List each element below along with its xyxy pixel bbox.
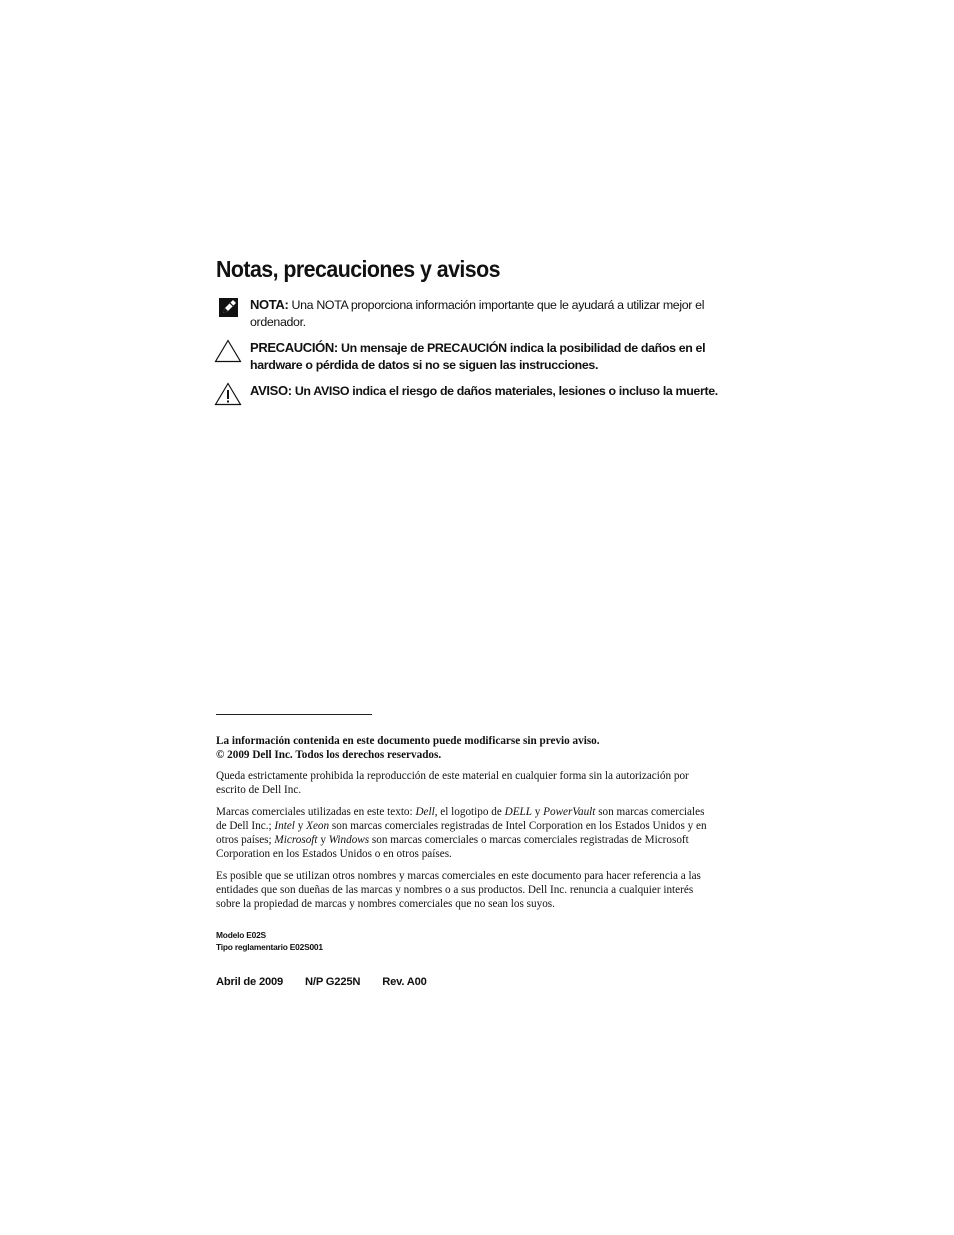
- warning-triangle-icon: [214, 382, 242, 406]
- trademarks-part: , el logotipo de: [434, 806, 505, 818]
- trademarks-part: y: [294, 820, 307, 832]
- warning-text: Un AVISO indica el riesgo de daños materiales, lesiones o incluso la muerte.: [294, 384, 718, 398]
- trademark-microsoft: Microsoft: [274, 834, 318, 846]
- trademarks-notice: [216, 805, 716, 861]
- trademarks-part: y: [531, 806, 544, 818]
- legal-change-notice: La información contenida en este documento puede modificarse sin previo aviso.: [216, 735, 600, 747]
- trademark-intel: Intel: [274, 820, 295, 832]
- trademarks-part: Marcas comerciales utilizadas en este texto:: [216, 806, 416, 818]
- trademark-dell: Dell: [415, 806, 435, 818]
- note-pencil-icon: [214, 296, 242, 320]
- legal-notice: [216, 734, 716, 762]
- trademarks-part: son marcas comerciales registradas de Intel Corporation en los Estados Unidos y en otros países;: [216, 820, 707, 846]
- trademarks-part: son marcas comerciales o marcas comerciales registradas de Microsoft Corporation en los Estados Unidos o en otros países.: [216, 834, 689, 860]
- trademarks-part: y: [317, 834, 329, 846]
- regulatory-type-label: Tipo reglamentario E02S001: [216, 942, 323, 952]
- reproduction-notice: [216, 769, 716, 797]
- other-names-notice: [216, 869, 716, 911]
- note-text: Una NOTA proporciona información importante que le ayudará a utilizar mejor el ordenador.: [250, 298, 705, 329]
- model-label: Modelo E02S: [216, 930, 266, 940]
- footer-info: [216, 976, 427, 988]
- trademark-dell-logo: DELL: [504, 806, 532, 818]
- reproduction-text: Queda estrictamente prohibida la reproducción de este material en cualquier forma sin la autorización por escrito de Dell Inc.: [216, 770, 689, 796]
- trademark-powervault: PowerVault: [543, 806, 596, 818]
- caution-label: PRECAUCIÓN:: [250, 340, 338, 355]
- caution-triangle-icon: [214, 339, 242, 363]
- warning-label: AVISO:: [250, 383, 292, 398]
- trademark-windows: Windows: [328, 834, 370, 846]
- caution-text: Un mensaje de PRECAUCIÓN indica la posibilidad de daños en el hardware o pérdida de datos si no se siguen las instrucciones.: [250, 341, 706, 372]
- trademarks-part: son marcas comerciales de Dell Inc.;: [216, 806, 705, 832]
- publication-date: Abril de 2009: [216, 976, 284, 988]
- trademark-xeon: Xeon: [306, 820, 330, 832]
- other-names-text: Es posible que se utilizan otros nombres y marcas comerciales en este documento para hacer referencia a las entidades que son dueñas de las marcas y nombres o a sus productos. Dell Inc. renuncia a cualquier interés sobre la propiedad de marcas y nombres comerciales que no sean los suyos.: [216, 870, 701, 910]
- trademarks-text: [216, 805, 716, 861]
- divider-rule: [216, 714, 372, 715]
- revision: Rev. A00: [382, 976, 427, 988]
- page-title: Notas, precauciones y avisos: [216, 256, 500, 282]
- copyright-line: © 2009 Dell Inc. Todos los derechos reservados.: [216, 749, 442, 761]
- note-label: NOTA:: [250, 297, 289, 312]
- part-number: N/P G225N: [305, 976, 361, 988]
